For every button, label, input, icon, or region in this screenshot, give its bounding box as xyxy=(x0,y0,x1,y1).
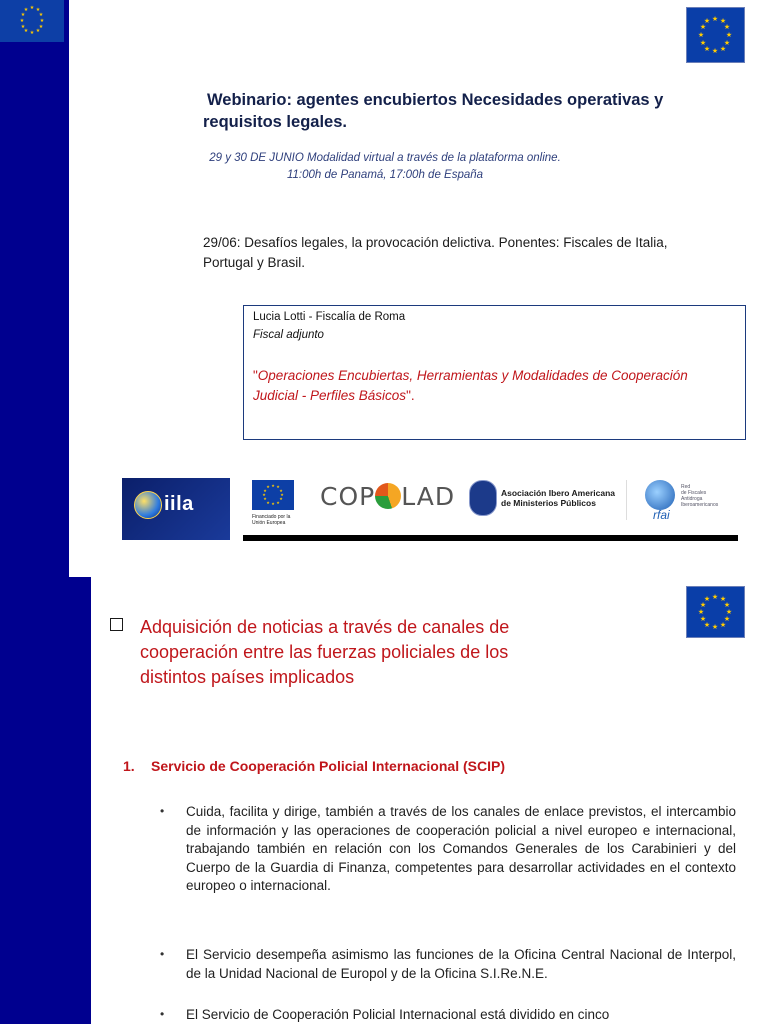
webinar-title-line-2: requisitos legales. xyxy=(203,113,347,131)
quote-open: " xyxy=(253,368,258,383)
svg-text:★: ★ xyxy=(29,30,35,36)
svg-text:★: ★ xyxy=(280,492,284,497)
svg-text:★: ★ xyxy=(279,488,283,493)
bullet-icon: • xyxy=(160,947,165,961)
rfai-logo xyxy=(645,478,745,528)
svg-text:★: ★ xyxy=(703,621,711,629)
svg-text:★: ★ xyxy=(271,483,275,488)
svg-text:★: ★ xyxy=(699,601,707,609)
talk-title xyxy=(253,366,703,406)
svg-text:★: ★ xyxy=(19,18,25,24)
bullet-item: El Servicio desempeña asimismo las funciones de la Oficina Central Nacional de Interpol, de la Unidad Nacional de Europol y de la Oficina S.I.Re.N.E. xyxy=(186,947,736,981)
svg-text:★: ★ xyxy=(703,45,711,53)
eu-funding-caption: Financiado por la Unión Europea xyxy=(252,514,291,526)
svg-text:★: ★ xyxy=(719,45,727,53)
svg-text:★: ★ xyxy=(711,15,719,23)
svg-text:★: ★ xyxy=(723,23,731,31)
copolad-text-2: LAD xyxy=(401,482,456,511)
svg-text:★: ★ xyxy=(266,500,270,505)
partner-logos xyxy=(0,470,768,545)
svg-text:★: ★ xyxy=(276,484,280,489)
emblem-icon xyxy=(469,480,497,516)
svg-text:★: ★ xyxy=(697,31,705,39)
svg-text:★: ★ xyxy=(703,595,711,603)
svg-text:★: ★ xyxy=(711,623,719,631)
svg-text:★: ★ xyxy=(719,17,727,25)
slide-2 xyxy=(0,577,768,1024)
slide-heading: Adquisición de noticias a través de canales de cooperación entre las fuerzas policiales de los distintos países implicados xyxy=(140,617,510,687)
svg-text:★: ★ xyxy=(35,28,41,34)
section-title xyxy=(123,758,723,774)
eu-funding-logo xyxy=(252,480,294,540)
svg-text:★: ★ xyxy=(711,593,719,601)
svg-text:★: ★ xyxy=(719,621,727,629)
copolad-text-1: COP xyxy=(320,482,376,511)
svg-text:★: ★ xyxy=(719,595,727,603)
svg-text:★: ★ xyxy=(723,615,731,623)
svg-text:★: ★ xyxy=(262,492,266,497)
rfai-tag: rfai xyxy=(653,508,670,522)
bullet-icon: • xyxy=(160,1007,165,1021)
rfai-line-2: de Fiscales xyxy=(681,490,707,496)
agenda-text: 29/06: Desafíos legales, la provocación delictiva. Ponentes: Fiscales de Italia, Portugal y Brasil. xyxy=(203,235,668,270)
svg-text:★: ★ xyxy=(723,601,731,609)
speaker-role: Fiscal adjunto xyxy=(253,329,324,341)
aiamp-line-2: de Ministerios Públicos xyxy=(501,498,596,508)
bullet-item: Cuida, facilita y dirige, también a través de los canales de enlace previstos, el intercambio de información y las operaciones de cooperación policial a nivel europeo e internacional, trabajando también en relación con los Comandos Generales de los Carabinieri y del Cuerpo de la Guardia di Finanza, competentes para desarrollar actividades en el contexto europeo o internacional. xyxy=(186,804,736,893)
eu-flag-icon xyxy=(252,480,294,510)
footer-rule xyxy=(243,535,738,541)
svg-text:★: ★ xyxy=(711,47,719,55)
left-blue-bar xyxy=(0,577,91,1024)
svg-text:★: ★ xyxy=(38,12,44,18)
checkbox-bullet-icon xyxy=(110,618,123,631)
svg-text:★: ★ xyxy=(703,17,711,25)
section-title-text: Servicio de Cooperación Policial Internacional (SCIP) xyxy=(151,758,505,774)
svg-text:★: ★ xyxy=(725,608,733,616)
rfai-circle-icon xyxy=(645,480,675,510)
svg-text:★: ★ xyxy=(271,501,275,506)
svg-text:★: ★ xyxy=(699,39,707,47)
svg-text:★: ★ xyxy=(697,608,705,616)
svg-text:★: ★ xyxy=(276,500,280,505)
svg-text:★: ★ xyxy=(29,5,35,11)
rfai-line-3: Antidroga xyxy=(681,496,703,502)
svg-text:★: ★ xyxy=(23,7,29,13)
aiamp-line-1: Asociación Ibero Americana xyxy=(501,488,616,498)
aiamp-logo xyxy=(469,480,619,520)
svg-text:★: ★ xyxy=(20,12,26,18)
section-number: 1. xyxy=(123,758,135,774)
eu-flag-icon xyxy=(686,7,745,63)
talk-title-text: Operaciones Encubiertas, Herramientas y Modalidades de Cooperación Judicial - Perfiles Básicos xyxy=(253,368,688,403)
webinar-dates-line-2: 11:00h de Panamá, 17:00h de España xyxy=(286,169,484,181)
svg-text:★: ★ xyxy=(20,24,26,30)
webinar-title xyxy=(203,89,683,133)
logo-divider xyxy=(626,480,627,520)
iila-logo xyxy=(122,478,230,540)
svg-text:★: ★ xyxy=(279,496,283,501)
webinar-dates xyxy=(200,150,570,184)
speaker-name: Lucia Lotti - Fiscalía de Roma xyxy=(253,311,406,323)
webinar-dates-line-1: 29 y 30 DE JUNIO Modalidad virtual a través de la plataforma online. xyxy=(209,152,561,164)
svg-text:★: ★ xyxy=(725,31,733,39)
globe-icon xyxy=(134,491,162,519)
bullet-item: El Servicio de Cooperación Policial Internacional está dividido en cinco xyxy=(186,1007,610,1022)
eu-flag-icon xyxy=(0,0,64,42)
speaker-box xyxy=(243,305,746,440)
copolad-logo xyxy=(320,482,455,511)
quote-close: ". xyxy=(406,388,415,403)
svg-text:★: ★ xyxy=(723,39,731,47)
svg-text:★: ★ xyxy=(39,18,45,24)
rfai-text xyxy=(681,484,718,508)
svg-text:★: ★ xyxy=(35,7,41,13)
rfai-line-1: Red xyxy=(681,484,691,490)
svg-text:★: ★ xyxy=(699,23,707,31)
rfai-line-4: Iberoamericanos xyxy=(681,502,719,508)
iila-logo-text: iila xyxy=(164,493,194,515)
svg-text:★: ★ xyxy=(266,484,270,489)
svg-text:★: ★ xyxy=(263,488,267,493)
copolad-o-icon xyxy=(375,483,401,509)
bullet-icon: • xyxy=(160,804,165,818)
svg-text:★: ★ xyxy=(699,615,707,623)
svg-text:★: ★ xyxy=(38,24,44,30)
webinar-title-line-1: Webinario: agentes encubiertos Necesidades operativas y xyxy=(207,91,664,109)
svg-text:★: ★ xyxy=(23,28,29,34)
aiamp-logo-text xyxy=(501,488,615,508)
eu-flag-icon xyxy=(686,586,745,638)
svg-text:★: ★ xyxy=(263,496,267,501)
